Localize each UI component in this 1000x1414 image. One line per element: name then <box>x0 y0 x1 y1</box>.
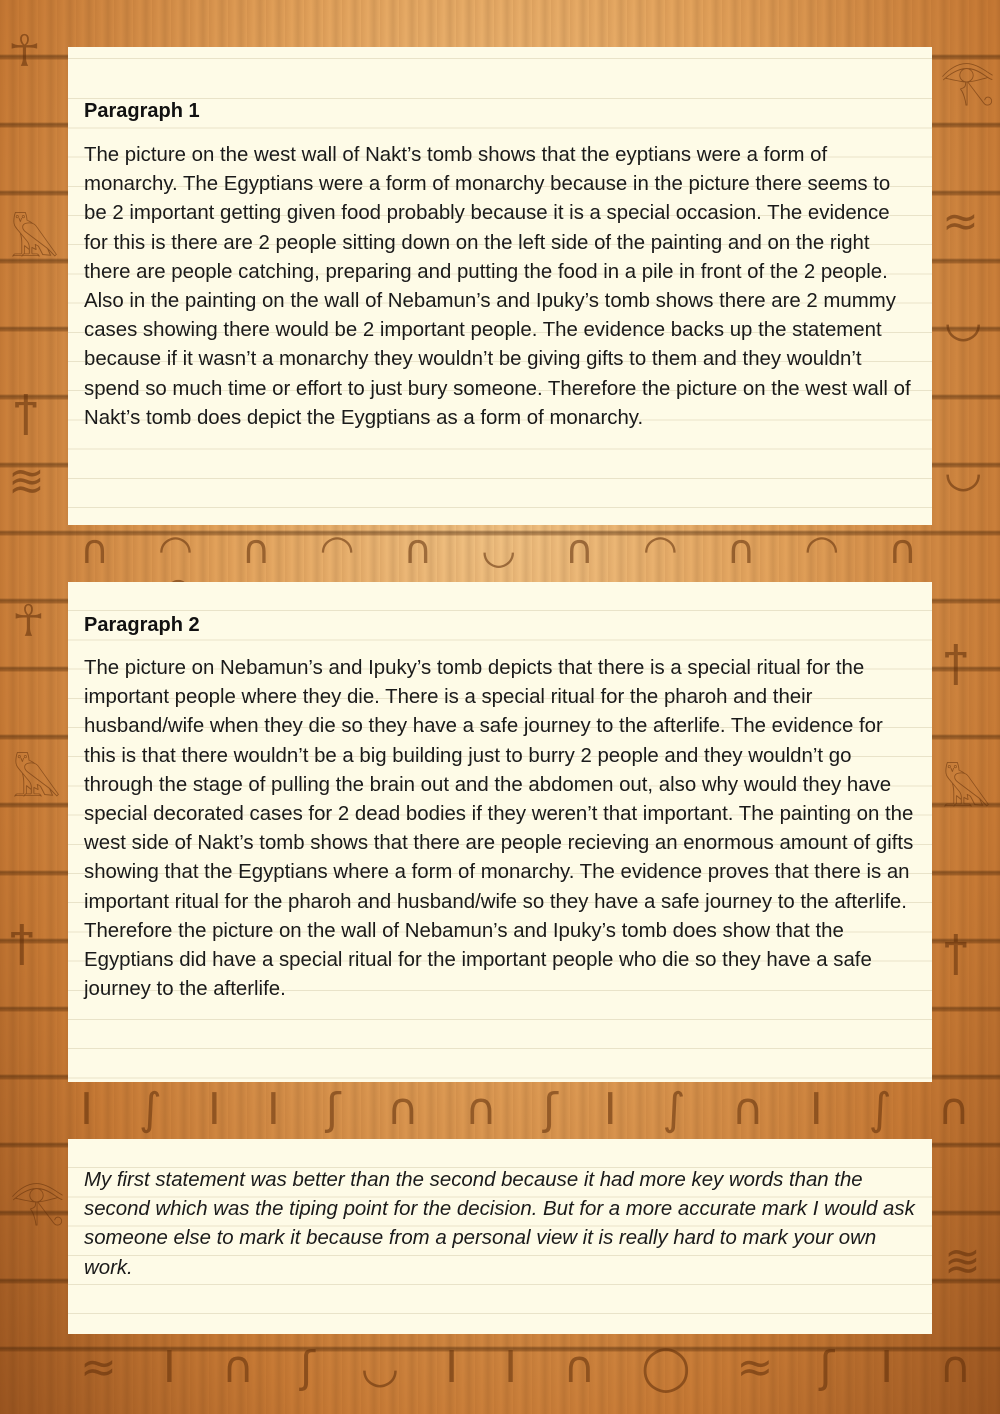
eye-glyph: 𓂀 <box>10 1176 65 1227</box>
paragraph-1-panel <box>68 47 932 525</box>
reflection-panel <box>68 1139 932 1334</box>
reed-glyph: ϯ <box>944 636 968 687</box>
ankh-glyph: ☥ <box>8 26 41 77</box>
water-glyph: ≈ <box>942 196 979 247</box>
eye-glyph: 𓂀 <box>940 56 995 107</box>
water-glyph: ≋ <box>8 456 45 507</box>
reflection-text: My first statement was better than the second because it had more key words than the second which was the tiping point for the decision. But for a more accurate mark I would ask someone else to mark it because from a personal view it is really hard to mark your own work. <box>84 1169 915 1279</box>
paragraph-2-panel <box>68 582 932 1082</box>
reed-glyph: ϯ <box>944 926 968 977</box>
bowl-glyph: ◡ <box>944 446 983 497</box>
paragraph-2-text: The picture on Nebamun’s and Ipuky’s tomb depicts that there is a special ritual for the important people where they die. There is a special ritual for the pharoh and their husband/wife when they die so they have a safe journey to the afterlife. The evidence for this is that there wouldn’t be a big building just to burry 2 people and they wouldn’t go through the stage of pulling the brain out and the abdomen out, also why would they have special decorated cases for 2 dead bodies if they weren’t that important. The painting on the west side of Nakt’s tomb shows that there are people recieving an enormous amount of gifts showing that the Egyptians where a form of monarchy. The evidence proves that there is an important ritual for the pharoh and husband/wife so they have a safe journey to the afterlife. Therefore the picture on the wall of Nebamun’s and Ipuky’s tomb does show that the Egyptians did have a special ritual for the important people who die so they have a safe journey to the afterlife. <box>84 657 914 1001</box>
reed-glyph: ϯ <box>14 386 38 437</box>
paragraph-1-heading: Paragraph 1 <box>84 100 200 122</box>
reed-glyph: ϯ <box>10 916 34 967</box>
water-glyph: ≋ <box>944 1236 981 1287</box>
row-glyphs: Ι ∫ Ι Ι ʃ ∩ ∩ ʃ Ι ∫ ∩ Ι ∫ ∩ <box>80 1084 986 1135</box>
bird-glyph: 𓅓 <box>10 216 60 267</box>
row-glyphs: ≈ Ι ∩ ʃ ◡ Ι Ι ∩ ◯ ≈ ʃ Ι ∩ <box>80 1342 988 1393</box>
bird-glyph: 𓅓 <box>12 756 62 807</box>
paragraph-1-text: The picture on the west wall of Nakt’s tomb shows that the eyptians were a form of monarchy. The Egyptians were a form of monarchy because in the picture there seems to be 2 important getting given food probably because it is a special occasion. The evidence for this is there are 2 people sitting down on the left side of the painting and on the right there are people catching, preparing and putting the food in a pile in front of the 2 people. Also in the painting on the wall of Nebamun’s and Ipuky’s tomb shows there are 2 mummy cases showing there would be 2 important people. The evidence backs up the statement because if it wasn’t a monarchy they wouldn’t be giving gifts to them and they wouldn’t spend so much time or effort to just bury someone. Therefore the picture on the west wall of Nakt’s tomb does depict the Eygptians as a form of monarchy. <box>84 144 911 429</box>
ankh-glyph: ☥ <box>12 596 45 647</box>
bird-glyph: 𓅓 <box>942 766 992 817</box>
bowl-glyph: ◡ <box>944 296 983 347</box>
paragraph-2-heading: Paragraph 2 <box>84 614 200 636</box>
row-glyphs: ∩ ◠ ∩ ◠ ∩ ◡ ∩ ◠ ∩ ◠ ∩ <box>80 527 936 573</box>
